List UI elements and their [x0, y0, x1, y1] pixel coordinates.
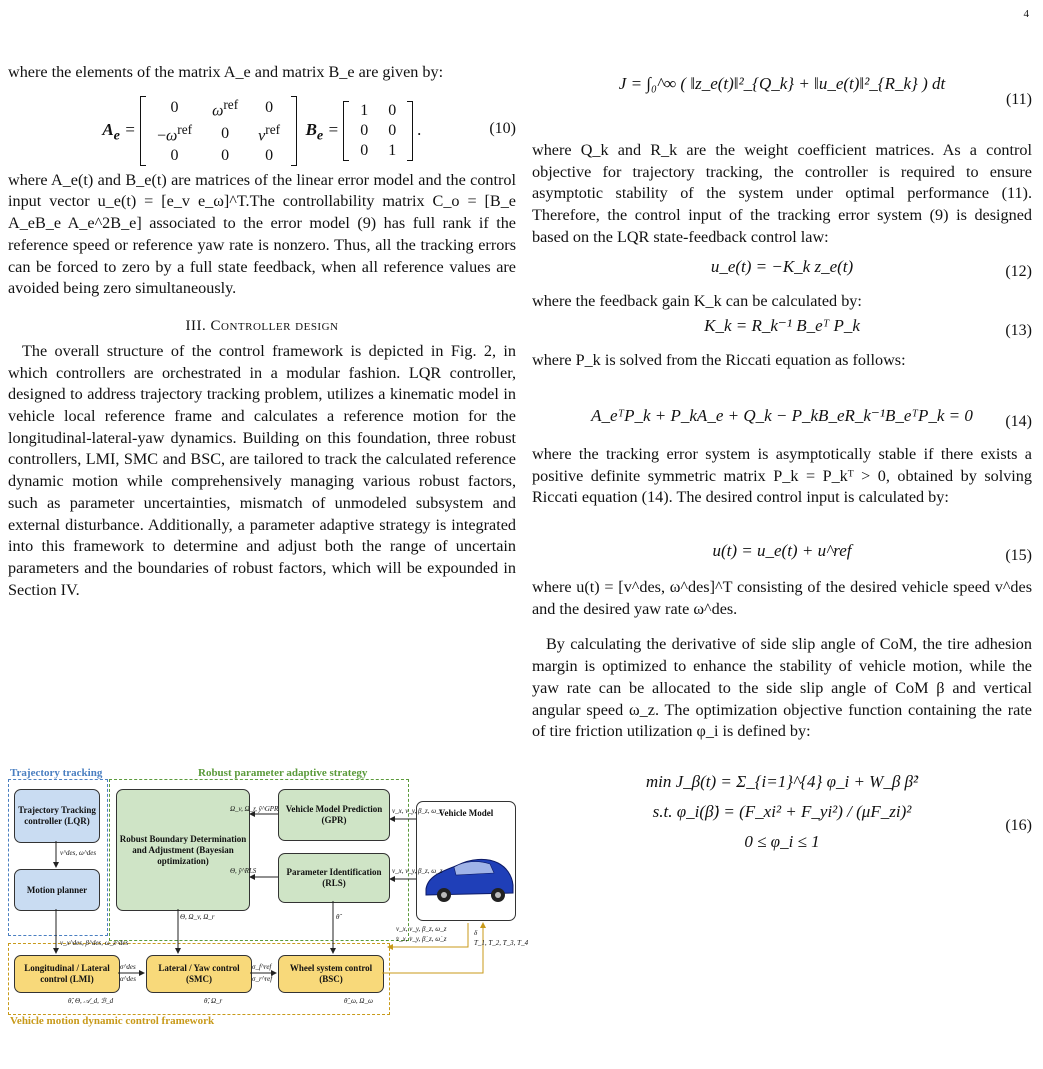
- equation-11-body: J = ∫₀^∞ ( ‖z_e(t)‖²_{Q_k} + ‖u_e(t)‖²_{R_k} ) dt: [618, 74, 946, 93]
- motion-planner-box: Motion planner: [14, 869, 100, 911]
- equation-10: $A_e$ = 0 $\omega^{ref}$ 0 $-\omega^{ref}$ 0 $v^{ref}$ 0 0 0 $B_e$ = 1 0 0 0 0 1 . (10): [102, 96, 516, 165]
- signal-rls: Θ, ŷ^RLS: [230, 867, 257, 875]
- equation-15-body: u(t) = u_e(t) + u^ref: [712, 541, 852, 561]
- weight-paragraph: where Q_k and R_k are the weight coefficient matrices. As a control objective for trajectory tracking, the controller is required to ensure asymptotic stability of the system under optimal performance (11). Therefore, the control input of the tracking error system (9) is designed based on the LQR state-feedback control law:: [532, 141, 1032, 246]
- control-framework-figure: [8, 767, 529, 1029]
- gain-paragraph: where the feedback gain K_k can be calculated by:: [532, 291, 862, 310]
- section-number: III.: [185, 317, 207, 334]
- signal-smc-out: θ̂, Ω_r: [204, 997, 223, 1005]
- vehicle-model-label: Vehicle Model: [438, 808, 494, 818]
- signal-omega: Θ, Ω_v, Ω_r: [180, 913, 215, 921]
- equation-12-body: u_e(t) = −K_k z_e(t): [710, 256, 854, 276]
- equation-14-number: (14): [1005, 412, 1032, 430]
- bsc-box: Wheel system control (BSC): [278, 955, 384, 993]
- riccati-paragraph: where P_k is solved from the Riccati equation as follows:: [532, 351, 906, 370]
- signal-planner-out: v_x^des, β^des, ω_z^des: [60, 939, 129, 947]
- equation-14: [532, 406, 1032, 438]
- left-column: [8, 62, 516, 601]
- equation-13-number: (13): [1005, 322, 1032, 340]
- signal-sigma-des: σ^des: [120, 963, 136, 971]
- equation-10-number: (10): [489, 119, 516, 137]
- dynamic-group-label: Vehicle motion dynamic control framework: [10, 1015, 215, 1027]
- equation-16-line-1: min J_β(t) = Σ_{i=1}^{4} φ_i + W_β β̇²: [645, 771, 919, 791]
- signal-vdes: v^des, ω^des: [60, 849, 97, 857]
- signal-torque: T_1, T_2, T_3, T_4: [474, 939, 529, 947]
- equation-12-number: (12): [1005, 262, 1032, 280]
- lmi-box: Longitudinal / Lateral control (LMI): [14, 955, 120, 993]
- signal-bsc-out: θ̂_ω, Ω_ω: [344, 997, 373, 1005]
- signal-gpr: Ω_v, Ω_r, ŷ^GPR: [230, 805, 279, 813]
- slip-angle-paragraph: By calculating the derivative of side slip angle of CoM, the tire adhesion margin is optimized to enhance the stability of vehicle motion, while the yaw rate can be allocated to the side slip angle of CoM β and vertical angular speed ω_z. The optimization objective function containing the rate of tire friction utilization φ_i is defined by:: [532, 635, 1032, 741]
- signal-theta: θ̂: [336, 913, 340, 921]
- section-heading: [8, 318, 516, 335]
- lqr-box: Trajectory Tracking controller (LQR): [14, 789, 100, 843]
- equation-15: [532, 541, 1032, 571]
- signal-measure-2: v̇_x, v̇_y, β̇_z, ω̇_z: [396, 935, 447, 943]
- signal-alpha-des: α^des: [120, 975, 136, 983]
- section-title: Controller design: [210, 317, 339, 334]
- adaptive-group-label: Robust parameter adaptive strategy: [198, 767, 368, 779]
- car-icon: [426, 859, 513, 902]
- signal-smc-ref-2: σ_r^ref: [252, 975, 273, 983]
- equation-16-line-3: 0 ≤ φ_i ≤ 1: [744, 831, 820, 851]
- equation-16: [532, 767, 1032, 885]
- signal-delta: δ: [474, 929, 478, 937]
- signal-vx-rls: v_x, v_y, β_z, ω_z: [392, 867, 443, 875]
- equation-12: [532, 257, 1032, 287]
- signal-lmi-out: θ̂, Θ, 𝒜_d, ℬ_d: [68, 997, 114, 1005]
- equation-15-number: (15): [1005, 547, 1032, 565]
- desired-input-paragraph: where u(t) = [v^des, ω^des]^T consisting of the desired vehicle speed v^des and the desired yaw rate ω^des.: [532, 578, 1032, 618]
- signal-smc-ref-1: σ_f^ref: [252, 963, 272, 971]
- equation-11: [532, 74, 1032, 126]
- right-column: [532, 62, 1032, 885]
- framework-paragraph: The overall structure of the control framework is depicted in Fig. 2, in which controllers are orchestrated in a modular fashion. LQR controller, designed to address trajectory tracking problem, utilizes a kinematic model in vehicle local reference frame and calculates a reference motion for the longitudinal-lateral-yaw dynamics. Building on this foundation, three robust controllers, LMI, SMC and BSC, are tailored to track the calculated reference dynamic motion while comprehensively managing various robust factors, such as parameter uncertainties, mismatch of unmodeled subsystem and external disturbance. Additionally, a parameter adaptive strategy is integrated into this framework to determine and adjust both the range of uncertain parameters and the boundaries of robust factors, which will be expounded in Section IV.: [8, 341, 516, 599]
- tracking-group-label: Trajectory tracking: [10, 767, 103, 779]
- equation-16-number: (16): [1005, 816, 1032, 834]
- gpr-box: Vehicle Model Prediction (GPR): [278, 789, 390, 841]
- smc-box: Lateral / Yaw control (SMC): [146, 955, 252, 993]
- equation-14-body: A_eᵀP_k + P_kA_e + Q_k − P_kB_eR_k⁻¹B_eᵀP_k = 0: [591, 405, 973, 425]
- page-number: 4: [1023, 8, 1029, 20]
- stability-paragraph: where the tracking error system is asymptotically stable if there exists a positive definite symmetric matrix P_k = P_kᵀ > 0, obtained by solving Riccati equation (14). The desired control input is calculated by:: [532, 444, 1032, 507]
- equation-13-body: K_k = R_k⁻¹ B_eᵀ P_k: [704, 316, 860, 336]
- bayes-box: Robust Boundary Determination and Adjustment (Bayesian optimization): [116, 789, 250, 911]
- signal-vx-gpr: v_x, v_y, β_z, ω_z: [392, 807, 443, 815]
- equation-13: [532, 316, 1032, 346]
- equation-16-line-2: s.t. φ_i(β̇) = (F_xi² + F_yi²) / (μF_zi)²: [652, 801, 912, 821]
- rls-box: Parameter Identification (RLS): [278, 853, 390, 903]
- signal-measure-1: v_x, v_y, β_z, ω_z: [396, 925, 447, 933]
- equation-11-number: (11): [1005, 91, 1032, 108]
- error-model-paragraph: where A_e(t) and B_e(t) are matrices of the linear error model and the control input vector u_e(t) = [e_v e_ω]^T.The controllability matrix C_o = [B_e A_eB_e A_e^2B_e] associated to the error model (9) has full rank if the reference speed or reference yaw rate is nonzero. Thus, all the tracking errors can be forced to zero by a full state feedback, when all reference values are avoided being zero simultaneously.: [8, 170, 516, 298]
- intro-paragraph: where the elements of the matrix A_e and matrix B_e are given by:: [8, 63, 444, 81]
